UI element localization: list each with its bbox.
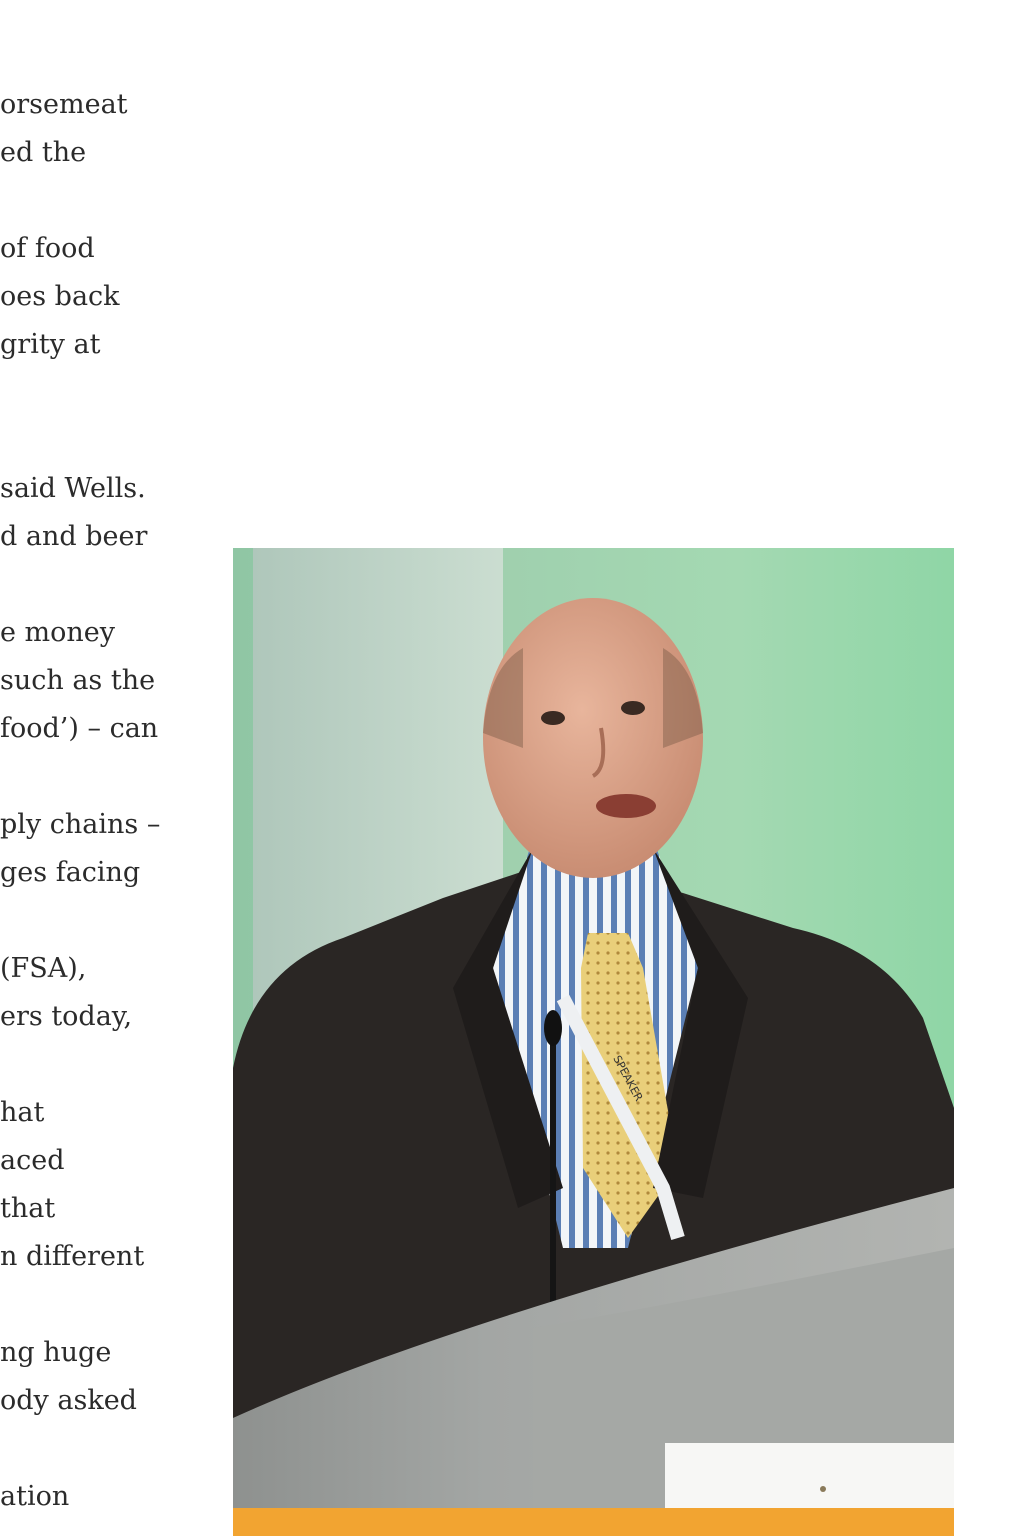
article-line: d and beer [0,521,148,552]
article-line: aced [0,1145,65,1176]
article-line: such as the [0,665,156,696]
article-line: (FSA), [0,953,87,984]
article-line: ges facing [0,857,141,888]
article-line: ody asked [0,1385,137,1416]
lanyard-text: SPEAKER [610,1053,646,1104]
article-line: grity at [0,329,101,360]
article-line: food’) – can [0,713,159,744]
article-line: ed the [0,137,87,168]
article-line: that [0,1193,56,1224]
article-line: ply chains – [0,809,161,840]
podium-sign-mark [820,1486,826,1492]
eye-left [541,711,565,725]
article-line: ation [0,1481,70,1512]
eye-right [621,701,645,715]
article-line: ers today, [0,1001,133,1032]
article-line: n different [0,1241,145,1272]
mouth [596,794,656,818]
podium-sign [665,1443,954,1508]
microphone [544,1010,562,1046]
article-line: hat [0,1097,45,1128]
speaker-photo [233,548,954,1508]
article-line: orsemeat [0,89,128,120]
article-line: said Wells. [0,473,146,504]
photo-caption-bar [233,1508,954,1536]
article-line: of food [0,233,95,264]
speaker-illustration [233,548,954,1508]
article-line: e money [0,617,116,648]
article-line: ng huge [0,1337,112,1368]
article-line: oes back [0,281,120,312]
